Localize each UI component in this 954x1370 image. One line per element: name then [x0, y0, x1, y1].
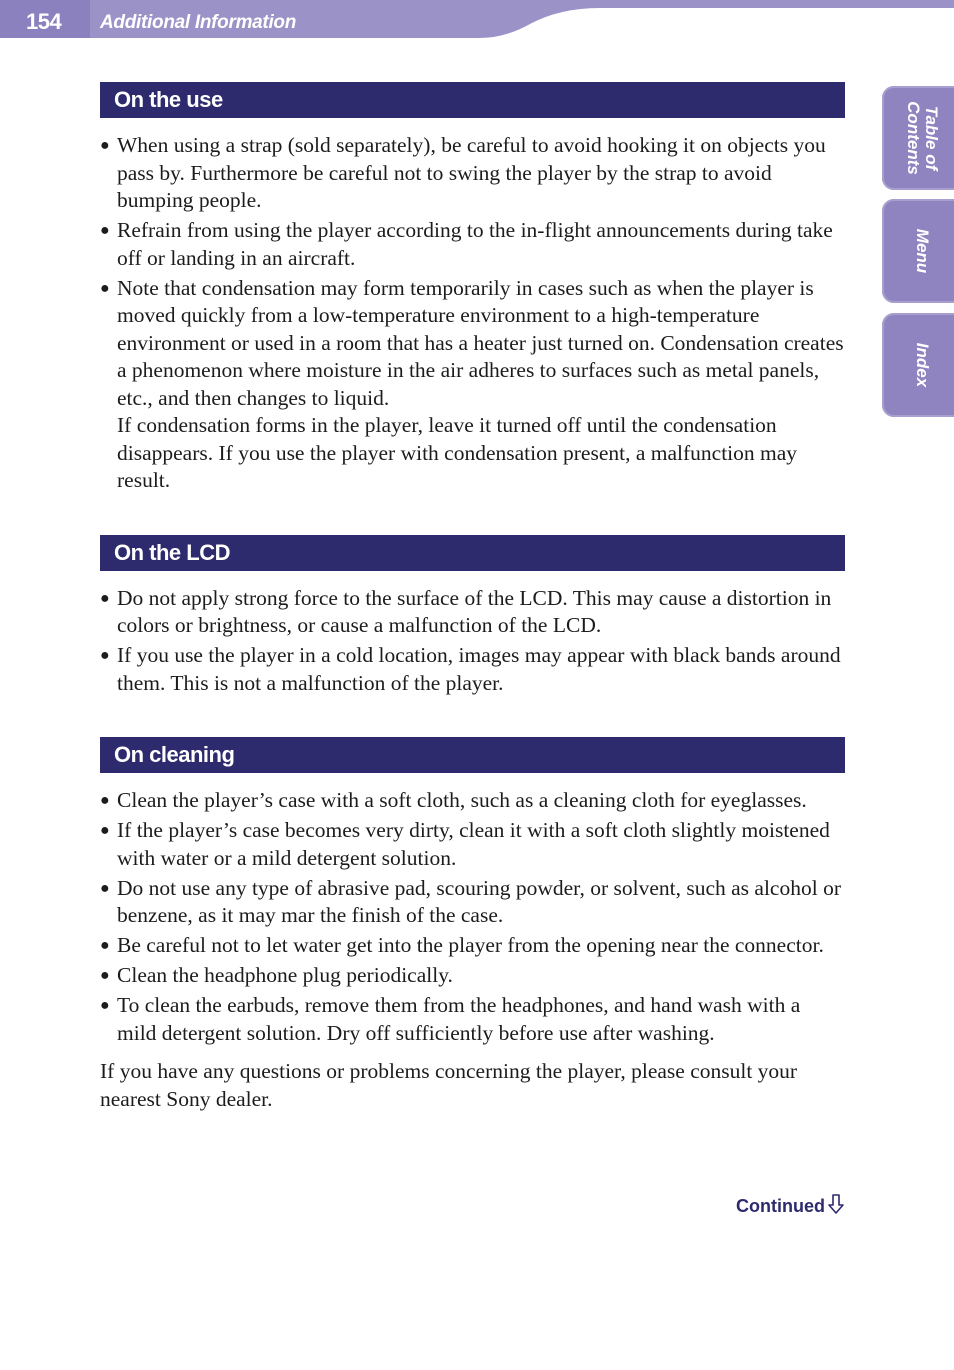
- list-item: [100, 132, 845, 215]
- page-number: 154: [26, 9, 62, 34]
- continued-link[interactable]: [736, 1193, 844, 1221]
- bullet-icon: ●: [100, 937, 110, 954]
- list-item: [100, 217, 845, 272]
- tab-index[interactable]: [882, 313, 954, 417]
- bullet-icon: ●: [100, 589, 110, 607]
- list-item: [100, 275, 845, 495]
- list-item: [100, 962, 845, 990]
- bullet-icon: ●: [100, 279, 110, 297]
- list-item-text: Clean the headphone plug periodically.: [117, 963, 453, 987]
- closing-paragraph: If you have any questions or problems concerning the player, please consult your nearest Sony dealer.: [100, 1059, 798, 1111]
- list-item-text: When using a strap (sold separately), be careful to avoid hooking it on objects you pass by. Furthermore be careful not to swing the player by the strap to avoid bumping people.: [117, 133, 826, 212]
- bullet-icon: ●: [100, 997, 110, 1014]
- list-item-text: If the player’s case becomes very dirty, clean it with a soft cloth slightly moistened with water or a mild detergent solution.: [117, 818, 830, 870]
- list-item-text: To clean the earbuds, remove them from the headphones, and hand wash with a mild detergent solution. Dry off sufficiently before use after washing.: [117, 993, 801, 1045]
- tab-table-of-contents-label: Table of Contents: [904, 101, 941, 175]
- on-cleaning-list: [100, 787, 845, 1047]
- list-item-text: If you use the player in a cold location, images may appear with black bands around them. This is not a malfunction of the player.: [117, 643, 841, 695]
- list-item: [100, 875, 845, 930]
- list-item: [100, 932, 845, 960]
- continued-label: Continued: [736, 1196, 825, 1216]
- main-content: [100, 82, 845, 1135]
- list-item-text: Do not use any type of abrasive pad, scouring powder, or solvent, such as alcohol or benzene, as it may mar the finish of the case.: [117, 875, 841, 927]
- list-item: [100, 787, 845, 815]
- list-item: [100, 642, 845, 697]
- list-item-extra-text: If condensation forms in the player, leave it turned off until the condensation disappears. If you use the player with condensation present, a malfunction may result.: [117, 413, 798, 492]
- bullet-icon: ●: [100, 967, 110, 984]
- on-the-lcd-list: [100, 585, 845, 698]
- arrow-down-icon: [828, 1194, 844, 1221]
- tab-menu-label: Menu: [913, 228, 932, 274]
- section-label: Additional Information: [100, 12, 297, 33]
- list-item: [100, 817, 845, 872]
- heading-on-the-lcd: On the LCD: [100, 535, 845, 571]
- tab-table-of-contents[interactable]: [882, 86, 954, 190]
- heading-on-the-use: On the use: [100, 82, 845, 118]
- list-item-text: Be careful not to let water get into the player from the opening near the connector.: [117, 933, 824, 957]
- list-item-text: Clean the player’s case with a soft cloth, such as a cleaning cloth for eyeglasses.: [117, 788, 807, 812]
- list-item: [100, 992, 845, 1047]
- bullet-icon: ●: [100, 822, 110, 839]
- bullet-icon: ●: [100, 647, 110, 664]
- list-item-text: Refrain from using the player according to the in-flight announcements during take off or landing in an aircraft.: [117, 218, 833, 270]
- bullet-icon: ●: [100, 222, 110, 239]
- bullet-icon: ●: [100, 792, 110, 809]
- on-the-use-list: [100, 132, 845, 495]
- bullet-icon: ●: [100, 879, 110, 897]
- list-item-text: Do not apply strong force to the surface of the LCD. This may cause a distortion in colors or brightness, or cause a malfunction of the LCD.: [117, 585, 832, 637]
- heading-on-cleaning: On cleaning: [100, 737, 845, 773]
- list-item-text: Note that condensation may form temporarily in cases such as when the player is moved quickly from a low-temperature environment to a high-temperature environment or used in a room that has a heater just turned on. Condensation creates a phenomenon where moisture in the air adheres to surfaces such as metal panels, etc., and then changes to liquid.: [117, 275, 844, 410]
- bullet-icon: ●: [100, 137, 110, 154]
- list-item: [100, 585, 845, 640]
- tab-index-label: Index: [913, 342, 932, 388]
- tab-menu[interactable]: [882, 199, 954, 303]
